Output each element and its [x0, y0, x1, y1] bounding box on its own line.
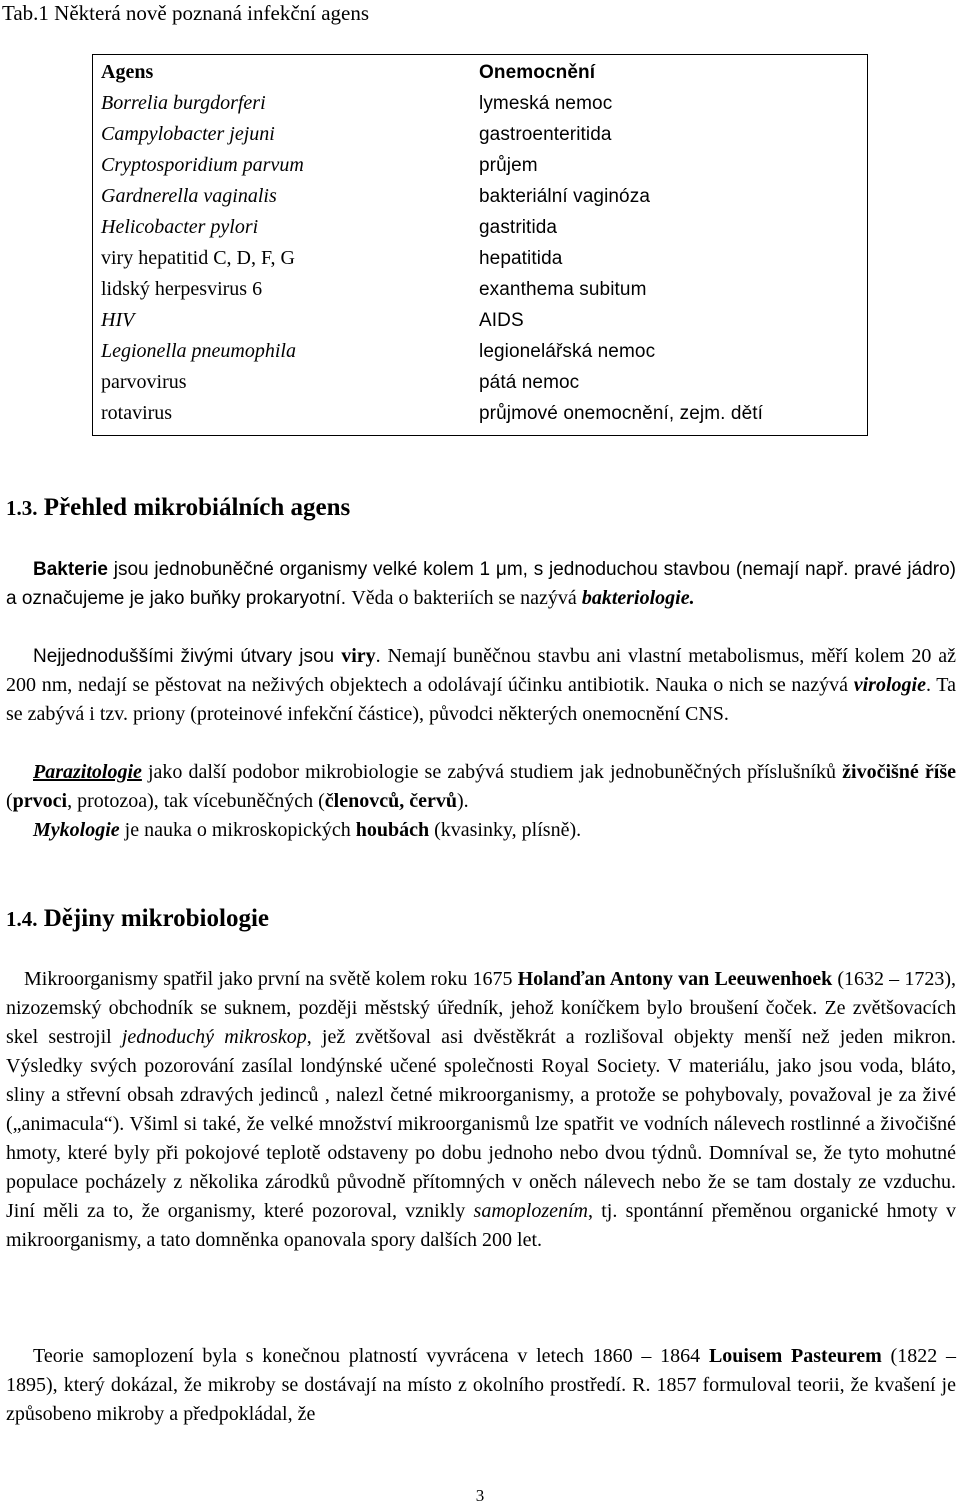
text-span: ( — [6, 790, 13, 812]
text-span: (1632 – 1723), nizozemský obchodník se suknem, později městský úředník, jehož koníčkem bylo broušení čoček. Ze zvětšovacích skel sestrojil — [6, 968, 956, 1048]
paragraph-bacteria — [6, 555, 956, 613]
agent-cell: Borrelia burgdorferi — [101, 92, 266, 114]
table-caption: Tab.1 Některá nově poznaná infekční agens — [2, 1, 370, 25]
term-houbach: houbách — [355, 819, 430, 841]
term-mykologie: Mykologie — [33, 819, 120, 841]
term-prvoci: prvoci — [12, 790, 68, 812]
table-row — [93, 119, 868, 150]
text-span: Teorie samoplození byla s konečnou platností vyvrácena v letech 1860 – 1864 — [33, 1345, 709, 1367]
section-title: Dějiny mikrobiologie — [43, 905, 269, 932]
page-number: 3 — [475, 1486, 485, 1505]
disease-cell: bakteriální vaginóza — [479, 186, 650, 207]
header-agent: Agens — [101, 61, 154, 83]
term-bakteriologie: bakteriologie. — [581, 587, 695, 609]
text-span: je nauka o mikroskopických — [119, 819, 356, 841]
paragraph-leeuwenhoek — [6, 965, 956, 1255]
term-leeuwenhoek: Holanďan Antony van Leeuwenhoek — [517, 968, 833, 990]
term-zivocisne-rise: živočišné říše — [842, 761, 956, 783]
paragraph-viruses — [6, 642, 956, 729]
table-row — [93, 367, 868, 398]
table-row — [93, 274, 868, 305]
agent-cell: rotavirus — [101, 402, 173, 424]
text-span: . Ta se zabývá i tzv. priony (proteinové infekční částice), původci některých onemocnění CNS. — [6, 674, 957, 725]
agent-cell: Legionella pneumophila — [101, 340, 296, 362]
section-heading-1-4 — [6, 904, 269, 934]
term-bakterie: Bakterie — [33, 559, 108, 580]
term-pasteur: Louisem Pasteurem — [708, 1345, 882, 1367]
paragraph-mycology — [6, 816, 956, 845]
term-virologie: virologie — [853, 674, 926, 696]
disease-cell: lymeská nemoc — [479, 93, 613, 114]
text-span: . Nemají buněčnou stavbu ani vlastní metabolismus, měří kolem 20 až 200 nm, nedají se pěstovat na neživých objektech a odolávají účinku antibiotik. Nauka o nich se nazývá — [6, 645, 956, 696]
table-header-row — [93, 55, 868, 89]
text-span: Věda o bakteriích se nazývá — [351, 587, 582, 609]
disease-cell: exanthema subitum — [479, 279, 647, 300]
text-span: , tj. spontánní přeměnou organické hmoty v mikroorganismy, a tato domněnka opanovala spory dalších 200 let. — [6, 1200, 956, 1251]
disease-cell: hepatitida — [479, 248, 563, 269]
agent-cell: parvovirus — [101, 371, 187, 393]
disease-cell: pátá nemoc — [479, 372, 580, 393]
section-title: Přehled mikrobiálních agens — [43, 494, 351, 521]
table-row — [93, 243, 868, 274]
agent-cell: HIV — [101, 309, 135, 331]
term-clenovcu-cervu: členovců, červů — [324, 790, 457, 812]
header-disease: Onemocnění — [479, 62, 596, 83]
disease-cell: AIDS — [479, 310, 524, 331]
disease-cell: průjem — [479, 155, 538, 176]
section-heading-1-3 — [6, 493, 350, 523]
term-viry: viry — [341, 645, 376, 667]
term-samoplozeni: samoplozením — [473, 1200, 588, 1222]
paragraph-pasteur — [6, 1342, 956, 1429]
table-row — [93, 150, 868, 181]
infectious-agents-table — [92, 54, 868, 436]
table-row — [93, 398, 868, 436]
text-span: (1822 – 1895), který dokázal, že mikroby se dostávají na místo z okolního prostředí. R. 1857 formuloval teorii, že kvašení je způsobeno mikroby a předpokládal, že — [6, 1345, 956, 1425]
agent-cell: Campylobacter jejuni — [101, 123, 275, 145]
agent-cell: Cryptosporidium parvum — [101, 154, 304, 176]
agent-cell: Gardnerella vaginalis — [101, 185, 277, 207]
paragraph-parasitology — [6, 758, 956, 816]
table-row — [93, 305, 868, 336]
disease-cell: gastroenteritida — [479, 124, 612, 145]
agent-cell: lidský herpesvirus 6 — [101, 278, 263, 300]
text-span: Nejjednoduššími živými útvary jsou — [33, 646, 342, 667]
text-span: , protozoa), tak vícebuněčných ( — [67, 790, 325, 812]
disease-cell: gastritida — [479, 217, 558, 238]
table-row — [93, 181, 868, 212]
term-jednoduchy-mikroskop: jednoduchý mikroskop — [121, 1026, 307, 1048]
table-row — [93, 88, 868, 119]
section-number: 1.3. — [6, 496, 38, 520]
disease-cell: průjmové onemocnění, zejm. dětí — [479, 403, 764, 424]
table-row — [93, 336, 868, 367]
text-span: jsou jednobuněčné organismy velké kolem 1 μm, s jednoduchou stavbou (nemají např. pravé jádro) a označujeme je jako buňky prokaryotní. — [6, 559, 956, 609]
agent-cell: viry hepatitid C, D, F, G — [101, 247, 295, 269]
section-number: 1.4. — [6, 907, 38, 931]
text-span: (kvasinky, plísně). — [429, 819, 582, 841]
text-span: Mikroorganismy spatřil jako první na světě kolem roku 1675 — [24, 968, 518, 990]
text-span: ). — [456, 790, 469, 812]
term-parazitologie: Parazitologie — [33, 761, 142, 783]
text-span: , jež zvětšoval asi dvěstěkrát a rozlišoval objekty menší než jeden mikron. Výsledky svých pozorování zasílal londýnské učené společnosti Royal Society. V materiálu, jako jsou voda, bláto, sliny a střevní obsah zdravých jedinců , nalezl četné mikroorganismy, a protože se pohybovaly, považoval je za živé („animacula“). Všiml si také, že velké množství mikroorganismů lze spatřit ve vodních nálevech rostlinné a živočišné hmoty, které byly při pokojové teplotě odstaveny po dobu jednoho nebo dvou týdnů. Domníval se, že tyto mohutné populace pocházely z několika zárodků původně přítomných v oněch nálevech nebo že se tam dostaly ze vzduchu. Jiní měli za to, že organismy, které pozoroval, vznikly — [6, 1026, 957, 1222]
disease-cell: legionelářská nemoc — [479, 341, 656, 362]
table-row — [93, 212, 868, 243]
text-span: jako další podobor mikrobiologie se zabývá studiem jak jednobuněčných příslušníků — [141, 761, 843, 783]
agent-cell: Helicobacter pylori — [101, 216, 259, 238]
